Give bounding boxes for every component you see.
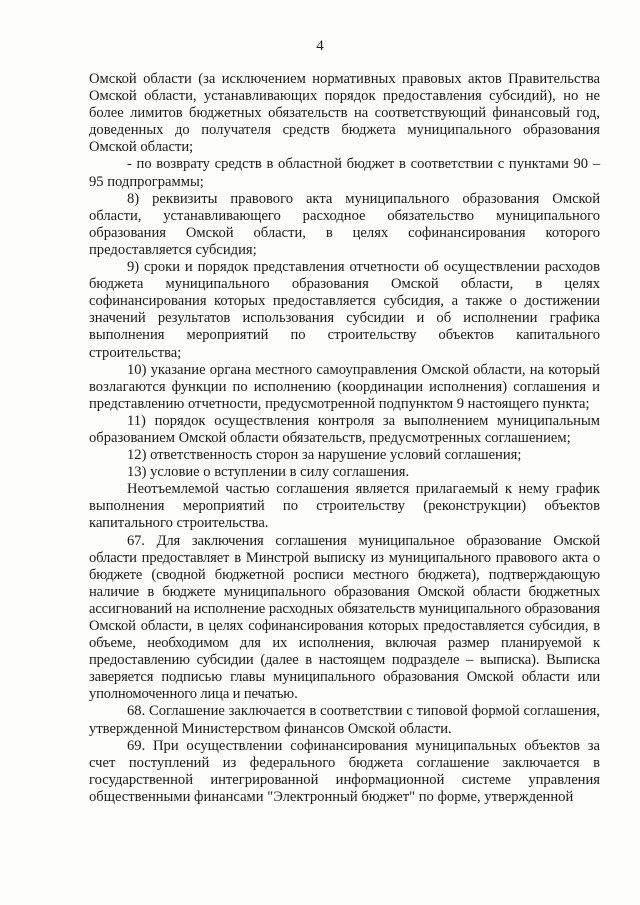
paragraph-item-8: 8) реквизиты правового акта муниципального образования Омской области, устанавливающего расходное обязательство муниципального образования Омской области, в целях софинансирования которого предоставляется субсидия; <box>89 190 600 258</box>
document-body <box>89 71 600 806</box>
paragraph-item-9: 9) сроки и порядок представления отчетности об осуществлении расходов бюджета муниципального образования Омской области, в целях софинансирования которых предоставляется субсидия, а также о достижении значений результатов использования субсидии и об исполнении графика выполнения мероприятий по строительству объектов капитального строительства; <box>89 259 600 361</box>
page-number: 4 <box>316 38 324 54</box>
paragraph-item-12: 12) ответственность сторон за нарушение условий соглашения; <box>127 447 522 464</box>
paragraph-item-10: 10) указание органа местного самоуправления Омской области, на который возлагаются функции по исполнению (координации исполнения) соглашения и представлению отчетности, предусмотренной подпунктом 9 настоящего пункта; <box>89 361 600 412</box>
paragraph-67: 67. Для заключения соглашения муниципальное образование Омской области предоставляет в Минстрой выписку из муниципального правового акта о бюджете (сводной бюджетной росписи местного бюджета), подтверждающую наличие в бюджете муниципального образования Омской области бюджетных ассигнований на исполнение расходных обязательств муниципального образования Омской области, в целях софинансирования которых предоставляется субсидия, в объеме, необходимом для их исполнения, включая размер планируемой к предоставлению субсидии (далее в настоящем подразделе – выписка). Выписка заверяется подписью главы муниципального образования Омской области или уполномоченного лица и печатью. <box>89 532 600 703</box>
paragraph-continuation: Омской области (за исключением нормативных правовых актов Правительства Омской области, устанавливающих порядок предоставления субсидий), но не более лимитов бюджетных обязательств на соответствующий финансовый год, доведенных до получателя средств бюджета муниципального образования Омской области; <box>89 71 600 156</box>
paragraph-schedule-annex: Неотъемлемой частью соглашения является прилагаемый к нему график выполнения мероприятий по строительству (реконструкции) объектов капитального строительства. <box>89 481 600 532</box>
paragraph-refund-clause: - по возврату средств в областной бюджет в соответствии с пунктами 90 – 95 подпрограммы; <box>89 156 600 190</box>
paragraph-item-11: 11) порядок осуществления контроля за выполнением муниципальным образованием Омской области обязательств, предусмотренных соглашением; <box>89 412 600 446</box>
paragraph-item-13: 13) условие о вступлении в силу соглашения. <box>127 464 410 481</box>
paragraph-69: 69. При осуществлении софинансирования муниципальных объектов за счет поступлений из федерального бюджета соглашение заключается в государственной интегрированной информационной системе управления общественными финансами "Электронный бюджет" по форме, утвержденной <box>89 737 600 805</box>
paragraph-68: 68. Соглашение заключается в соответствии с типовой формой соглашения, утвержденной Министерством финансов Омской области. <box>89 703 600 737</box>
